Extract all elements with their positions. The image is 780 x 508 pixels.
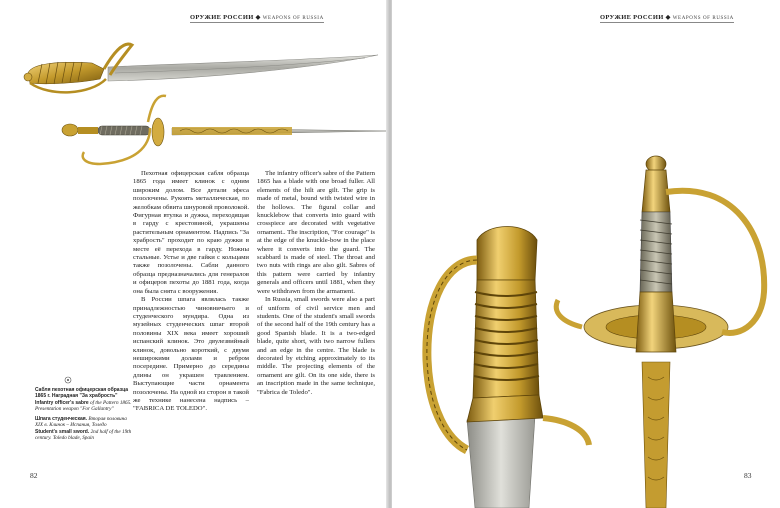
sabre-caption-en-title: Infantry officer's sabre: [35, 399, 89, 406]
caption-block: [35, 387, 135, 445]
sabre-caption-en: of the Pattern 1865. Presentation weapon "For Gallantry": [35, 399, 132, 412]
russian-text-column: [133, 170, 249, 414]
right-page: [392, 0, 780, 508]
right-running-header: [600, 13, 734, 21]
russian-paragraph: В России шпага являлась также принадлежностью чиновничьего и студенческого мундира. Одна из музейных студенческих шпаг второй половины XIX века имеет хороший испанский клинок. Это двулезвийный клинок, довольно короткий, с двумя неширокими долами и ребром посередине. Примерно до середины длины он украшен травлением. Выступающие части орнамента позолочены. На одной из сторон в такой же технике нанесена надпись – "FABRICA DE TOLEDO".: [133, 296, 249, 413]
ornament-icon: [64, 376, 72, 384]
english-paragraph: The infantry officer's sabre of the Pattern 1865 has a blade with one broad fuller. All elements of the hilt are gilt. The grip is made of metal, bound with twisted wire in the hollows. The figural collar and knucklebow that converts into guard with crosspiece are decorated with vegetative ornament.. The inscription, "For courage" is at the edge of the knuckle-bow in the place where it converts into the guard. The scabbard is made of steel. The throat and two nuts with rings are also gilt. Sabres of this pattern were carried by infantry generals and officers until 1881, when they were withdrawn from the armament.: [257, 170, 375, 295]
english-text-column: [257, 170, 375, 397]
sword-caption-en: 2nd half of the 19th century. Toledo blade, Spain: [35, 428, 132, 442]
header-title-ru: ОРУЖИЕ РОССИИ: [600, 14, 664, 21]
header-title-en: WEAPONS OF RUSSIA: [672, 16, 734, 21]
russian-paragraph: Пехотная офицерская сабля образца 1865 года имеет клинок с одним широким долом. Все детали эфеса позолочены. Рукоять металлическая, по желобкам обвита шнуровой проволокой. Фигурная втулка и дужка, переходящая в гарду с крестовиной, украшены растительным орнаментом. Надпись "За храбрость" проходит по краю дужки в месте её перехода в гарду. Ножны стальные. Устье и две гайки с кольцами также позолочены. Сабли данного образца предназначались для генералов и офицеров пехоты до 1881 года, когда она была снята с вооружения.: [133, 170, 250, 295]
header-rule: [600, 22, 734, 23]
header-rule: [190, 22, 324, 23]
sword-caption-ru-title: Шпага студенческая.: [35, 416, 88, 423]
header-title-en: WEAPONS OF RUSSIA: [262, 16, 324, 21]
page-number-right: 83: [744, 471, 752, 480]
left-page: [0, 0, 388, 508]
english-paragraph: In Russia, small swords were also a part of uniform of civil service men and students. One of the student's small swords of the second half of the 19th century has a good Spanish blade. It is a two-edged blade, quite short, with two narrow fullers and an edge in the centre. The blade is decorated by etching approximately to its middle. The projecting elements of the ornament are gilt. On its one side, there is an inscription made in the same technique, "Fabrica de Toledo".: [257, 296, 375, 396]
header-separator: ◆: [665, 14, 671, 21]
sword-caption-ru: Вторая половина XIX в. Клинок – Испания, Толедо: [35, 416, 127, 429]
small-sword-hilt-closeup-image: [542, 152, 780, 508]
sabre-caption-ru: Сабля пехотная офицерская образца 1865 г. Наградная "За храбрость": [35, 387, 128, 400]
small-sword-image: [40, 92, 388, 172]
header-separator: ◆: [255, 14, 261, 21]
sword-caption-en-title: Student's small sword.: [35, 428, 90, 435]
page-number-left: 82: [30, 471, 38, 480]
left-running-header: [190, 13, 324, 21]
header-title-ru: ОРУЖИЕ РОССИИ: [190, 14, 254, 21]
